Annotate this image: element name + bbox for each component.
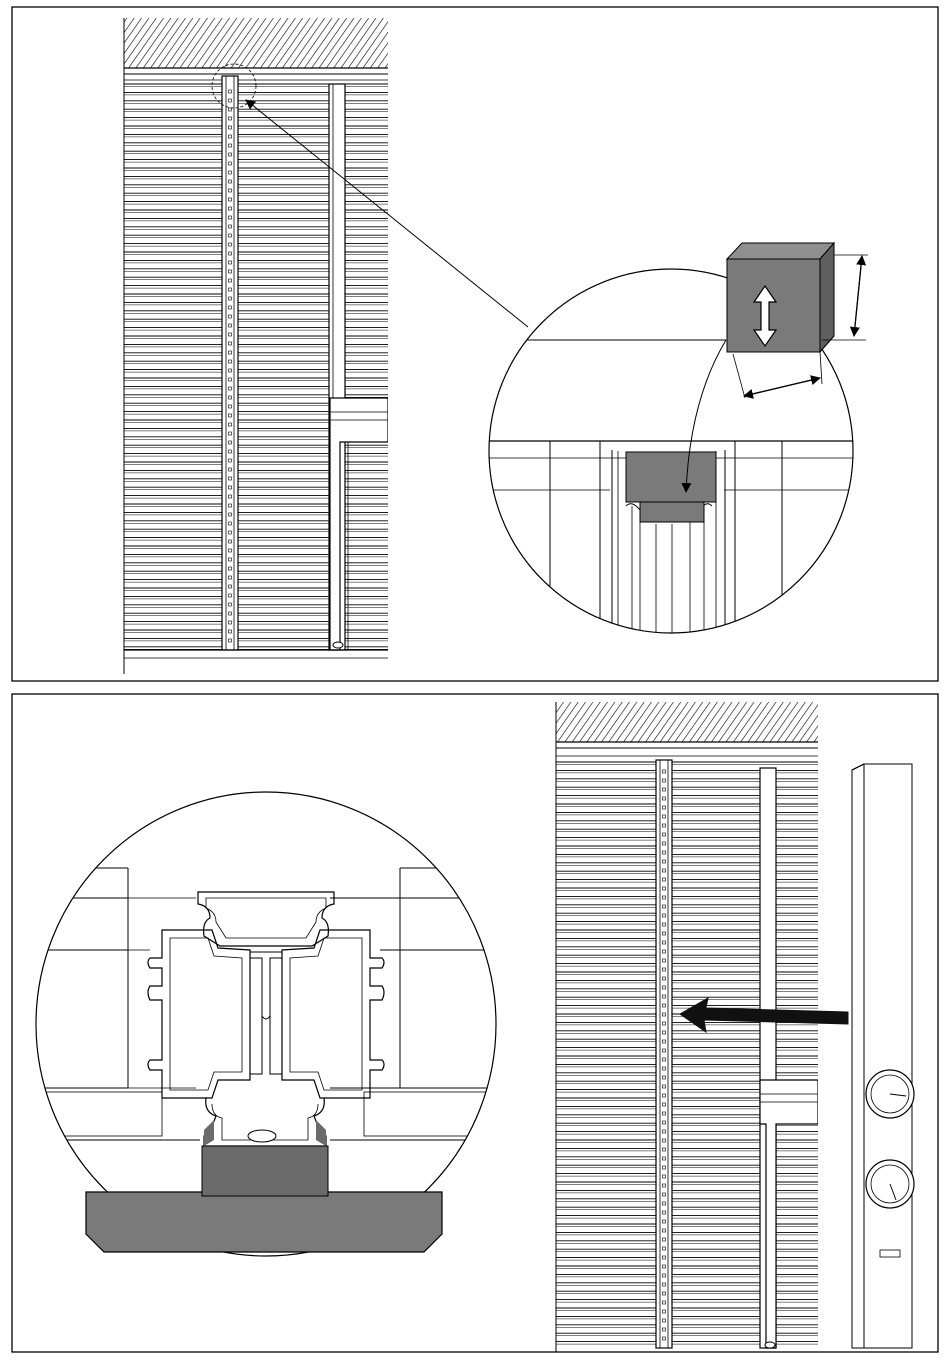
pole-hole (229, 90, 232, 93)
pole-hole (229, 243, 232, 246)
pole-hole (229, 252, 232, 255)
pole-hole (663, 941, 666, 944)
left-pole-2 (656, 760, 672, 1348)
pole-hole (663, 869, 666, 872)
pole-hole (229, 450, 232, 453)
top-panel (12, 7, 938, 681)
pole-hole (229, 423, 232, 426)
pole-hole (663, 1130, 666, 1133)
pole-hole (229, 207, 232, 210)
pole-hole (229, 180, 232, 183)
pole-hole (663, 977, 666, 980)
brand-badge (880, 1250, 900, 1257)
slatted-wall-with-arrow-icon (556, 702, 818, 1348)
pole-hole (663, 1013, 666, 1016)
base-plate (86, 1192, 442, 1252)
pole-hole (663, 1166, 666, 1169)
pole-hole (663, 896, 666, 899)
pole-hole (663, 1121, 666, 1124)
pole-hole (229, 540, 232, 543)
pole-hole (229, 135, 232, 138)
pole-hole (663, 905, 666, 908)
pole-hole (663, 860, 666, 863)
pole-hole (229, 369, 232, 372)
thermometer-hygrometer-panel-icon (852, 764, 914, 1348)
hygrometer-dial (866, 1160, 914, 1208)
pole-hole (663, 959, 666, 962)
bottom-panel (12, 694, 938, 1352)
pole-hole (229, 306, 232, 309)
pole-hole (229, 108, 232, 111)
pole-hole (663, 1328, 666, 1331)
pole-hole (229, 405, 232, 408)
pole-hole (663, 1211, 666, 1214)
pole-hole (229, 162, 232, 165)
pole-hole (229, 279, 232, 282)
ceiling-hatch-2 (556, 702, 818, 742)
pole-hole (663, 1202, 666, 1205)
pole-hole (663, 806, 666, 809)
pole-hole (229, 333, 232, 336)
pole-hole (229, 639, 232, 642)
pole-hole (229, 576, 232, 579)
pole-hole (663, 851, 666, 854)
pole-hole (663, 1175, 666, 1178)
pole-hole (663, 1040, 666, 1043)
pole-hole (229, 603, 232, 606)
pole-hole (663, 779, 666, 782)
pole-hole (229, 153, 232, 156)
pole-hole (663, 1148, 666, 1151)
pole-hole (663, 878, 666, 881)
pole-hole (663, 1247, 666, 1250)
pole-hole (663, 1301, 666, 1304)
pole-hole (229, 621, 232, 624)
pole-hole (663, 1256, 666, 1259)
pole-hole (229, 414, 232, 417)
pole-hole (663, 1067, 666, 1070)
pole-hole (229, 126, 232, 129)
pole-hole (229, 549, 232, 552)
pole-hole (229, 495, 232, 498)
profile-cross-section-icon (30, 792, 500, 1256)
pole-hole (663, 1184, 666, 1187)
pole-hole (229, 360, 232, 363)
pole-hole (663, 788, 666, 791)
pole-hole (663, 815, 666, 818)
bench (330, 398, 388, 650)
pole-hole (663, 1049, 666, 1052)
pole-hole (229, 378, 232, 381)
pole-hole (229, 297, 232, 300)
pole-hole (663, 914, 666, 917)
pole-hole (229, 558, 232, 561)
pole-hole (229, 117, 232, 120)
pole-hole (663, 1031, 666, 1034)
pole-hole (663, 986, 666, 989)
pole-hole (663, 1085, 666, 1088)
pole-hole (663, 923, 666, 926)
thermometer-dial (866, 1070, 914, 1118)
pole-hole (229, 432, 232, 435)
pole-hole (229, 189, 232, 192)
pole-hole (229, 270, 232, 273)
pole-hole (663, 1157, 666, 1160)
pole-hole (663, 797, 666, 800)
pole-hole (663, 770, 666, 773)
wall-slats-2 (556, 762, 818, 1344)
pole-hole (229, 486, 232, 489)
pole-hole (663, 1310, 666, 1313)
pole-hole (663, 950, 666, 953)
pole-hole (229, 144, 232, 147)
pole-hole (663, 1076, 666, 1079)
pole-hole (229, 567, 232, 570)
pole-hole (229, 99, 232, 102)
pole-hole (229, 522, 232, 525)
pole-hole (229, 225, 232, 228)
pole-hole (229, 342, 232, 345)
pole-hole (663, 1058, 666, 1061)
pole-hole (229, 594, 232, 597)
pole-hole (663, 1292, 666, 1295)
slatted-wall-with-bench-icon (124, 18, 388, 658)
pole-hole (229, 351, 232, 354)
pole-hole (663, 1094, 666, 1097)
pole-hole (229, 216, 232, 219)
pole-hole (229, 234, 232, 237)
inserted-block (626, 452, 716, 502)
pole-hole (663, 1283, 666, 1286)
pole-hole (663, 1220, 666, 1223)
pole-hole (663, 1103, 666, 1106)
pole-hole (663, 1004, 666, 1007)
pole-hole (663, 932, 666, 935)
pole-hole (229, 468, 232, 471)
pole-hole (663, 1229, 666, 1232)
pole-hole (663, 1238, 666, 1241)
pole-hole (663, 833, 666, 836)
pole-hole (229, 387, 232, 390)
pole-hole (229, 612, 232, 615)
pole-hole (229, 441, 232, 444)
pole-hole (229, 513, 232, 516)
pole-hole (229, 324, 232, 327)
pole-hole (229, 630, 232, 633)
pole-hole (229, 585, 232, 588)
pole-hole (663, 995, 666, 998)
pole-hole (663, 968, 666, 971)
pole-hole (663, 1139, 666, 1142)
pole-hole (229, 396, 232, 399)
pole-hole (663, 824, 666, 827)
bench-foot (333, 642, 343, 648)
pole-hole (663, 1193, 666, 1196)
ceiling-hatch (124, 18, 388, 68)
pole-hole (229, 315, 232, 318)
pole-hole (663, 1265, 666, 1268)
screw-head (248, 1130, 276, 1142)
pole-hole (663, 1022, 666, 1025)
pole-hole (229, 261, 232, 264)
pole-hole (663, 842, 666, 845)
pole-hole (229, 198, 232, 201)
pole-hole (663, 887, 666, 890)
pole-hole (663, 1112, 666, 1115)
pole-hole (229, 477, 232, 480)
pole-hole (229, 531, 232, 534)
pole-hole (229, 171, 232, 174)
pole-hole (663, 1337, 666, 1340)
pole-hole (229, 288, 232, 291)
pole-hole (229, 459, 232, 462)
pole-hole (229, 504, 232, 507)
pole-hole (663, 1274, 666, 1277)
pole-hole (663, 1319, 666, 1322)
